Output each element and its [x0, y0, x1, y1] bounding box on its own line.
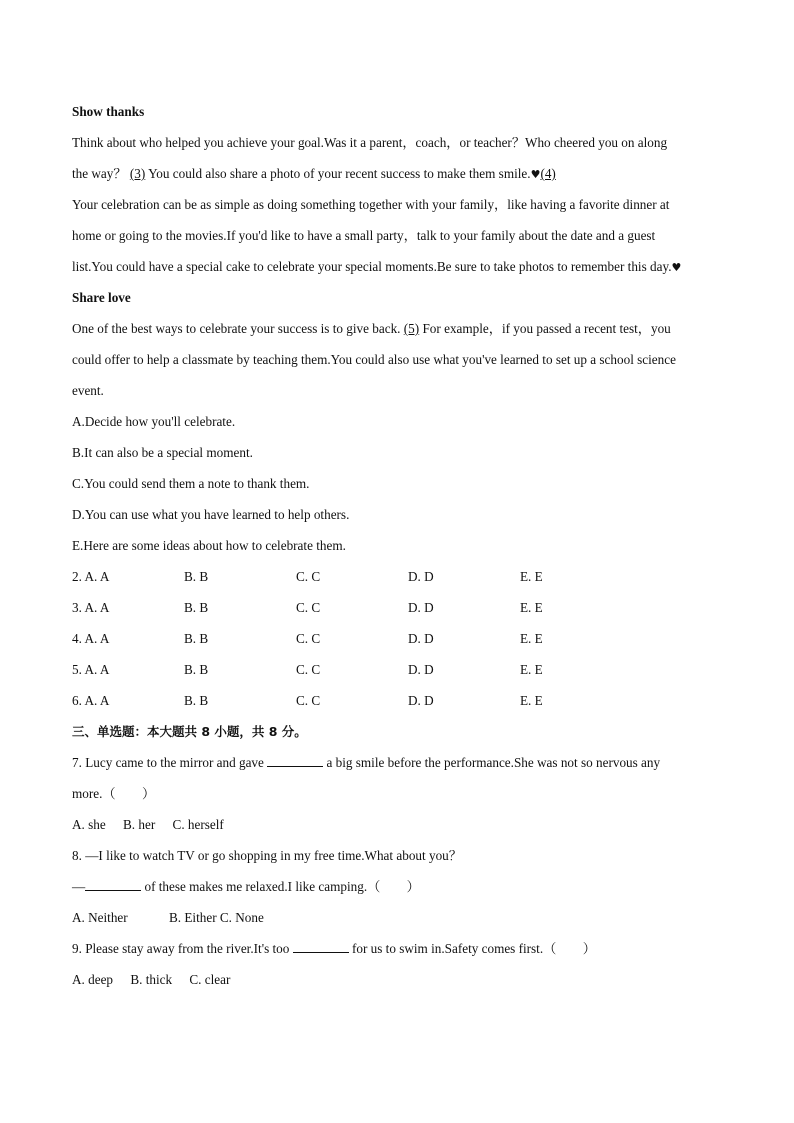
section-title: 三、单选题：本大题共 8 小题，共 8 分。 — [72, 724, 307, 739]
answer-choice[interactable]: B. B — [184, 693, 209, 708]
choice-a[interactable]: A. deep — [72, 972, 114, 987]
answer-blank[interactable] — [85, 876, 141, 891]
answer-row — [72, 596, 722, 627]
answer-choice[interactable]: C. C — [296, 569, 321, 584]
option-b: B.It can also be a special moment. — [72, 445, 253, 460]
paragraph-line — [72, 255, 722, 286]
option-e: E.Here are some ideas about how to celebrate them. — [72, 538, 346, 553]
answer-choice[interactable]: 6. A. A — [72, 693, 110, 708]
answer-choice[interactable]: 5. A. A — [72, 662, 110, 677]
question-text: of these makes me relaxed.I like camping.（ ） — [144, 879, 420, 894]
answer-choice[interactable]: C. C — [296, 693, 321, 708]
answer-choice[interactable]: E. E — [520, 569, 543, 584]
dash: — — [72, 879, 86, 894]
heart-icon: ♥ — [671, 261, 682, 274]
text: You could also share a photo of your recent success to make them smile. — [148, 166, 531, 181]
answer-row — [72, 658, 722, 689]
answer-choice[interactable]: D. D — [408, 693, 434, 708]
answer-choice[interactable]: D. D — [408, 569, 434, 584]
blank-5: (5) — [403, 321, 420, 336]
choice-c[interactable]: C. clear — [189, 972, 231, 987]
text: the way？ — [72, 166, 127, 181]
exam-page — [72, 100, 722, 999]
paragraph-line: could offer to help a classmate by teaching them.You could also use what you've learned to set up a school science — [72, 352, 676, 367]
paragraph-line — [72, 317, 722, 348]
paragraph-line: home or going to the movies.If you'd like to have a small party，talk to your family about the date and a guest — [72, 228, 656, 243]
answer-choice[interactable]: B. B — [184, 631, 209, 646]
text: One of the best ways to celebrate your success is to give back. — [72, 321, 401, 336]
answer-choice[interactable]: B. B — [184, 569, 209, 584]
choice-a[interactable]: A. she — [72, 817, 106, 832]
answer-choice[interactable]: B. B — [184, 662, 209, 677]
answer-choice[interactable]: D. D — [408, 600, 434, 615]
choice-c[interactable]: C. None — [219, 910, 264, 925]
paragraph-line — [72, 162, 722, 193]
paragraph-line: event. — [72, 383, 104, 398]
question-9 — [72, 937, 722, 968]
question-text: 7. Lucy came to the mirror and gave — [72, 755, 264, 770]
answer-choice[interactable]: 4. A. A — [72, 631, 110, 646]
answer-row — [72, 565, 722, 596]
paragraph-line: Your celebration can be as simple as doing something together with your family，like having a favorite dinner at — [72, 197, 670, 212]
choice-c[interactable]: C. herself — [172, 817, 224, 832]
question-8: 8. —I like to watch TV or go shopping in my free time.What about you？ — [72, 848, 462, 863]
question-text: 9. Please stay away from the river.It's too — [72, 941, 290, 956]
answer-choice[interactable]: E. E — [520, 600, 543, 615]
question-8-cont — [72, 875, 722, 906]
question-7-cont: more.（ ） — [72, 786, 156, 801]
answer-blank[interactable] — [267, 752, 323, 767]
answer-choice[interactable]: D. D — [408, 662, 434, 677]
paragraph-line: Think about who helped you achieve your goal.Was it a parent，coach，or teacher？Who cheered you on along — [72, 135, 668, 150]
question-7-options — [72, 813, 722, 844]
choice-a[interactable]: A. Neither — [72, 910, 128, 925]
option-d: D.You can use what you have learned to help others. — [72, 507, 350, 522]
answer-choice[interactable]: E. E — [520, 662, 543, 677]
answer-row — [72, 627, 722, 658]
answer-choice[interactable]: 2. A. A — [72, 569, 110, 584]
answer-blank[interactable] — [293, 938, 349, 953]
blank-4: (4) — [540, 166, 556, 181]
option-c: C.You could send them a note to thank them. — [72, 476, 310, 491]
text: For example，if you passed a recent test，you — [422, 321, 671, 336]
answer-choice[interactable]: C. C — [296, 631, 321, 646]
choice-b[interactable]: B. Either — [168, 910, 217, 925]
text: list.You could have a special cake to celebrate your special moments.Be sure to take photos to remember this day. — [72, 259, 672, 274]
answer-choice[interactable]: E. E — [520, 693, 543, 708]
answer-choice[interactable]: D. D — [408, 631, 434, 646]
option-a: A.Decide how you'll celebrate. — [72, 414, 236, 429]
answer-choice[interactable]: 3. A. A — [72, 600, 110, 615]
blank-3: (3) — [129, 166, 146, 181]
answer-choice[interactable]: C. C — [296, 662, 321, 677]
section-heading-share-love: Share love — [72, 290, 131, 305]
choice-b[interactable]: B. thick — [130, 972, 173, 987]
question-text: for us to swim in.Safety comes first.（ ） — [351, 941, 596, 956]
question-7 — [72, 751, 722, 782]
answer-row — [72, 689, 722, 720]
question-8-options — [72, 906, 722, 937]
choice-b[interactable]: B. her — [123, 817, 156, 832]
section-heading-show-thanks: Show thanks — [72, 104, 145, 119]
heart-icon: ♥ — [530, 168, 541, 181]
answer-choice[interactable]: E. E — [520, 631, 543, 646]
answer-choice[interactable]: C. C — [296, 600, 321, 615]
question-9-options — [72, 968, 722, 999]
answer-choice[interactable]: B. B — [184, 600, 209, 615]
question-text: a big smile before the performance.She was not so nervous any — [326, 755, 661, 770]
